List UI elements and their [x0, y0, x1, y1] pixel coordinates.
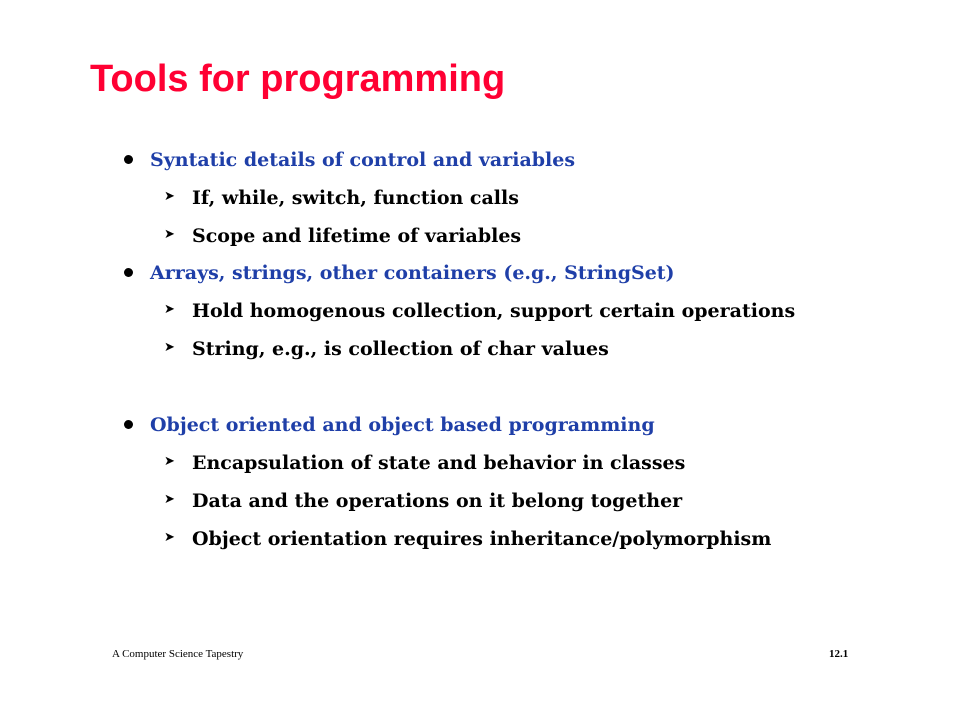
- arrowhead-bullet-icon: ➤: [164, 227, 175, 242]
- slide-title: Tools for programming: [90, 58, 506, 100]
- round-bullet-icon: [124, 420, 133, 429]
- arrowhead-bullet-icon: ➤: [164, 189, 175, 204]
- arrowhead-bullet-icon: ➤: [164, 492, 175, 507]
- round-bullet-icon: [124, 155, 133, 164]
- arrowhead-bullet-icon: ➤: [164, 454, 175, 469]
- round-bullet-icon: [124, 268, 133, 277]
- arrowhead-bullet-icon: ➤: [164, 530, 175, 545]
- footer-course-title: A Computer Science Tapestry: [112, 648, 244, 660]
- arrowhead-bullet-icon: ➤: [164, 302, 175, 317]
- bullet-list: Syntatic details of control and variables ➤ If, while, switch, function calls ➤ Scope and lifetime of variables Arrays, strings, other containers (e.g., StringSet) ➤ Hold homogenous collection, support certain operations ➤ String, e.g., is collection of char values Object oriented and object based programming ➤ Encapsulation of state and behavior in classes ➤ Data and the operations on it belong together ➤ Object orientation requires inheritance/polymorphism: [0, 0, 960, 720]
- arrowhead-bullet-icon: ➤: [164, 340, 175, 355]
- footer-slide-number: 12.1: [829, 648, 849, 660]
